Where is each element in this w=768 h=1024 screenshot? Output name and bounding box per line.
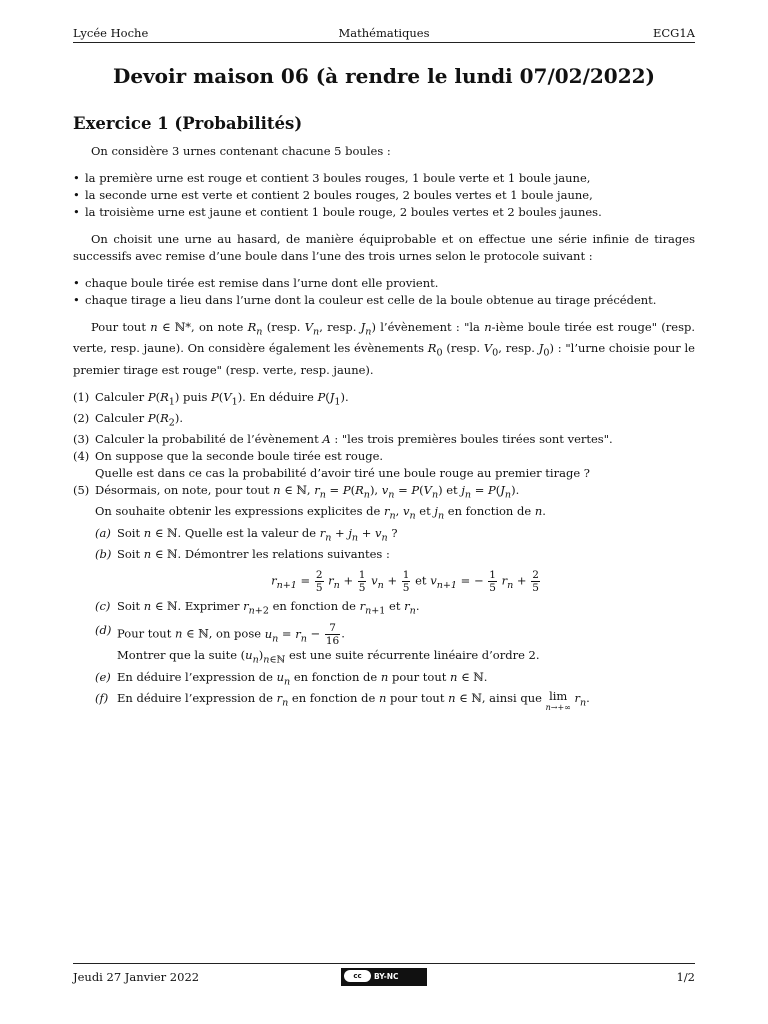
sub-question: (e) En déduire l’expression de $u_n$ en fonction de n pour tout n ∈ ℕ. bbox=[95, 669, 488, 687]
header-subject: Mathématiques bbox=[338, 26, 430, 40]
list-item: • chaque tirage a lieu dans l’urne dont la couleur est celle de la boule obtenue au tirage précédent. bbox=[73, 292, 695, 309]
question-item: (2) Calculer $P(R_2)$. bbox=[73, 410, 184, 429]
sub-question: (c) Soit n ∈ ℕ. Exprimer $r_{n+2}$ en fonction de $r_{n+1}$ et $r_n$. bbox=[95, 599, 420, 617]
question-item: (3) Calculer la probabilité de l’évènement A : "les trois premières boules tirées sont vertes". bbox=[73, 432, 613, 447]
header-class: ECG1A bbox=[652, 26, 695, 40]
question-list bbox=[73, 389, 695, 714]
page-number: 1/2 bbox=[676, 970, 695, 984]
license-label: BY-NC bbox=[374, 972, 399, 981]
sub-question: (b) Soit n ∈ ℕ. Démontrer les relations suivantes : $r_{n+1}$ = $\frac{2}{5}$ $r_n$ + $\frac{1}{5}$ $v_n$ + $\frac{1}{5}$ et $v_{n+1}$ = − $\frac{1}{5}$ $r_n$ + $\frac{2}{5}$ bbox=[95, 546, 695, 594]
intro-paragraph: On considère 3 urnes contenant chacune 5 boules : bbox=[91, 144, 391, 158]
sub-question: (a) Soit n ∈ ℕ. Quelle est la valeur de $r_n + j_n + v_n$ ? bbox=[95, 525, 398, 544]
notation-paragraph: Pour tout n ∈ ℕ*, on note $R_n$ (resp. $V_n$, resp. $J_n$) l’évènement : "la n-ième boule tirée est rouge" (resp. verte, resp. jaune). On considère également les évènements $R_0$ (resp. $V_0$, resp. $J_0$) : "l’urne choisie pour le premier tirage est rouge" (resp. verte, resp. jaune). bbox=[73, 320, 696, 377]
document-page bbox=[73, 0, 695, 1024]
list-item: • la troisième urne est jaune et contient 1 boule rouge, 2 boules vertes et 2 boules jaunes. bbox=[73, 204, 695, 221]
footer-rule bbox=[73, 963, 695, 964]
question-item: (1) Calculer $P(R_1)$ puis $P(V_1)$. En déduire $P(J_1)$. bbox=[73, 389, 349, 407]
cc-symbol: cc bbox=[344, 970, 371, 982]
cc-license-badge-icon bbox=[341, 968, 427, 986]
urn-list bbox=[73, 170, 695, 221]
recurrence-equations: $r_{n+1}$ = $\frac{2}{5}$ $r_n$ + $\frac{1}{5}$ $v_n$ + $\frac{1}{5}$ et $v_{n+1}$ = − $\frac{1}{5}$ $r_n$ + $\frac{2}{5}$ bbox=[271, 569, 539, 595]
list-item: • la première urne est rouge et contient 3 boules rouges, 1 boule verte et 1 boule jaune, bbox=[73, 170, 695, 187]
protocol-list bbox=[73, 275, 695, 309]
header-rule bbox=[73, 42, 695, 43]
protocol-paragraph: On choisit une urne au hasard, de manière équiprobable et on effectue une série infinie de tirages successifs avec remise d’une boule dans l’une des trois urnes selon le protocole suivant : bbox=[73, 232, 695, 263]
header-school: Lycée Hoche bbox=[73, 26, 149, 40]
sub-question: (f) En déduire l’expression de $r_n$ en fonction de n pour tout n ∈ ℕ, ainsi que lim n→+∞ $r_n$. bbox=[95, 688, 590, 712]
exercise-body bbox=[73, 143, 695, 714]
footer-date: Jeudi 27 Janvier 2022 bbox=[73, 970, 200, 984]
list-item: • chaque boule tirée est remise dans l’urne dont elle provient. bbox=[73, 275, 695, 292]
question-item: (5) Désormais, on note, pour tout n ∈ ℕ, $r_n = P(R_n)$, $v_n = P(V_n)$ et $j_n = P(J_n)$. On souhaite obtenir les expressions explicites de $r_n$, $v_n$ et $j_n$ en fonction de n. (a) Soit n ∈ ℕ. Quelle est la valeur de $r_n + j_n + v_n$ ? (b) Soit n ∈ ℕ. Démontrer les relations suivantes : $r_{n+1}$ = $\frac{2}{5}$ $r_n$ + $\frac{1}{5}$ $v_n$ + $\frac{1}{5}$ et $v_{n+1}$ = − $\frac{1}{5}$ $r_n$ + $\frac{2}{5}$ (c) Soit n ∈ ℕ. Exprimer $r_{n+2}$ en fonction de $r_{n+1}$ et $r_n$. (d) Pour tout n ∈ ℕ, on pose $u_n = r_n$ − $\frac{7}{16}$ . Montrer que la suite $(u_n)_{n\in ℕ}$ est une suite récurrente linéaire d’ordre 2. (e) En déduire l’expression de $u_n$ en fonction de n pour tout n ∈ ℕ. (f) En déduire l’expression de $r_n$ en fonction de n pour tout n ∈ ℕ, ainsi que lim n→+∞ $r_n$. bbox=[73, 482, 695, 714]
question-item: (4) On suppose que la seconde boule tirée est rouge. Quelle est dans ce cas la probabilité d’avoir tiré une boule rouge au premier tirage ? bbox=[73, 449, 590, 481]
exercise-title: Exercice 1 (Probabilités) bbox=[73, 114, 303, 133]
list-item: • la seconde urne est verte et contient 2 boules rouges, 2 boules vertes et 1 boule jaune, bbox=[73, 187, 695, 204]
sub-question: (d) Pour tout n ∈ ℕ, on pose $u_n = r_n$ − $\frac{7}{16}$ . Montrer que la suite $(u_n)_{n\in ℕ}$ est une suite récurrente linéaire d’ordre 2. bbox=[95, 622, 540, 666]
document-title: Devoir maison 06 (à rendre le lundi 07/02/2022) bbox=[112, 64, 656, 88]
